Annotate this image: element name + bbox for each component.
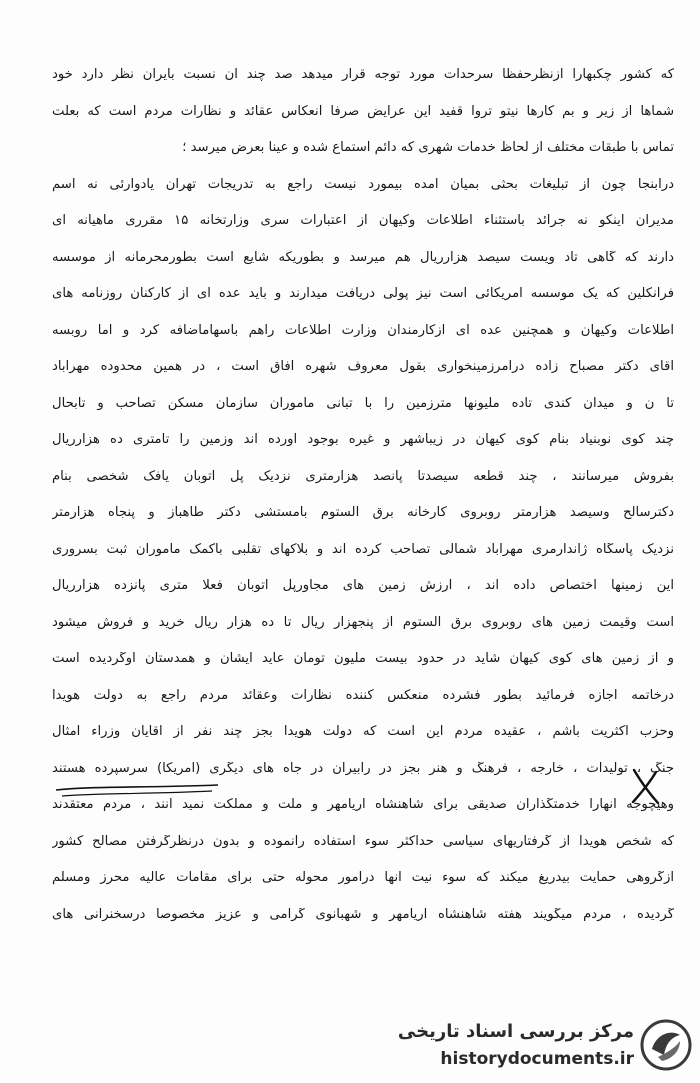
text-line-15: این زمینها اختصاص داده اند ، ارزش زمین های مجاورپل اتوبان فعلا متری پانزده هزارریال bbox=[52, 579, 674, 593]
text-line-6: دارند که گاهی تاد ویست سیصد هزارریال هم میرسد و بطوریکه شایع است بطورمحرمانه از موسسه bbox=[52, 250, 674, 265]
handwritten-x-mark bbox=[628, 766, 664, 806]
text-line-1: که کشور چکبهارا ازنظرحفظا سرحدات مورد توجه قرار میدهد صد چند ان نسبت بایران نظر دارد خود bbox=[52, 68, 674, 82]
text-line-24: گردیده ، مردم میگویند هفته شاهنشاه آریامهر و شهبانوی گرامی و عزیز مخصوصا درسخنرانی های bbox=[52, 907, 674, 922]
text-line-18: درخاتمه اجازه فرمائید بطور فشرده منعکس کننده نظارات وعقائد مردم راجع به دولت هویدا bbox=[52, 688, 674, 703]
text-line-21: وهیچوجه انهارا خدمتگذاران صدیقی برای شاهنشاه آریامهر و ملت و مملکت نمید انند ، مردم معتقدند bbox=[52, 798, 674, 812]
text-line-22: که شخص هویدا از گرفتاریهای سیاسی حداکثر سوء استفاده رانموده و بدون درنظرگرفتن مصالح کشور bbox=[52, 834, 674, 849]
text-line-11: چند کوی نوبنیاد بنام کوی کیهان در زیباشهر و غیره بوجود آورده اند وزمین را تامتری ده هزارریال bbox=[52, 433, 674, 447]
text-line-2: شماها از زیر و بم کارها نیتو تروا قفید این عرایض صرفا انعکاس عقائد و نظارات مردم است که بعلت bbox=[52, 104, 674, 119]
watermark-logo bbox=[397, 1017, 692, 1077]
text-line-12: بفروش میرسانند ، چند قطعه سیصدتا پانصد هزارمتری نزدیک پل اتوبان یافک شخصی بنام bbox=[52, 469, 674, 484]
text-line-19: وحزب اکثریت باشم ، عقیده مردم این است که دولت هویدا بجز چند نفر از آقایان وزراء امثال bbox=[52, 725, 674, 739]
text-line-3: تماس با طبقات مختلف از لحاظ خدمات شهری که دائم استماع شده و عینا بعرض میرسد ؛ bbox=[182, 141, 674, 155]
text-line-16: است وقیمت زمین های روبروی برق آلستوم از پنجهزار ریال تا ده هزار ریال خرید و فروش میشود bbox=[52, 615, 674, 630]
text-line-8: اطلاعات وکیهان و همچنین عده ای ازکارمندان وزارت اطلاعات راهم باسهاماضافه کرد و اما روبسه bbox=[52, 323, 674, 338]
handwritten-underline bbox=[52, 780, 222, 804]
document-body bbox=[52, 68, 674, 944]
watermark-name: مرکز بررسی اسناد تاریخی bbox=[397, 1021, 634, 1042]
text-line-13: دکترسالح وسیصد هزارمتر روبروی کارخانه برق آلستوم بامستشی دکتر طاهباز و پنجاه هزارمتر bbox=[52, 506, 674, 520]
text-line-20: جنگ ، تولیدات ، خارجه ، فرهنگ و هنر بجز در رابیران در جاه های دیگری (امریکا) سرسپرده هستند bbox=[52, 761, 674, 776]
text-line-9: اقای دکتر مصباح زاده درامرزمینخواری بقول معروف شهره آفاق است ، در همین محدوده مهرآباد bbox=[52, 360, 674, 374]
text-line-23: ازگروهی حمایت بیدریغ میکند که سوء نیت انها درامور محوله حتی برای مقامات عالیه محرز ومسلم bbox=[52, 871, 674, 885]
text-line-5: مدیران اینکو نه جرائد باستثناء اطلاعات وکیهان از اعتبارات سری وزارتخانه ۱۵ مقرری ماهیانه ای bbox=[52, 214, 674, 228]
archive-logo-icon bbox=[640, 1019, 692, 1071]
watermark-url: historydocuments.ir bbox=[440, 1049, 634, 1069]
text-line-4: درابنجا چون از تبلیغات بحثی بمیان آمده بیمورد نیست راجع به تدریجات تهران یادوارئی نه اسم bbox=[52, 177, 674, 192]
text-line-7: فرانکلین که یک موسسه امریکائی است نیز پولی دریافت میدارند و باید عده ای از کارکنان روزنامه های bbox=[52, 287, 674, 301]
text-line-17: و از زمین های کوی کیهان شاید در حدود بیست ملیون تومان عاید ایشان و همدستان اوگردیده است bbox=[52, 652, 674, 666]
text-line-10: تا ن و میدان کندی تاده ملیونها مترزمین را با تبانی ماموران سازمان مسکن تصاحب و تابحال bbox=[52, 396, 674, 411]
text-line-14: نزدیک پاسگاه ژاندارمری مهرآباد شمالی تصاحب کرده اند و بلاکهای تقلبی باکمک ماموران ثبت بسروری bbox=[52, 542, 674, 557]
